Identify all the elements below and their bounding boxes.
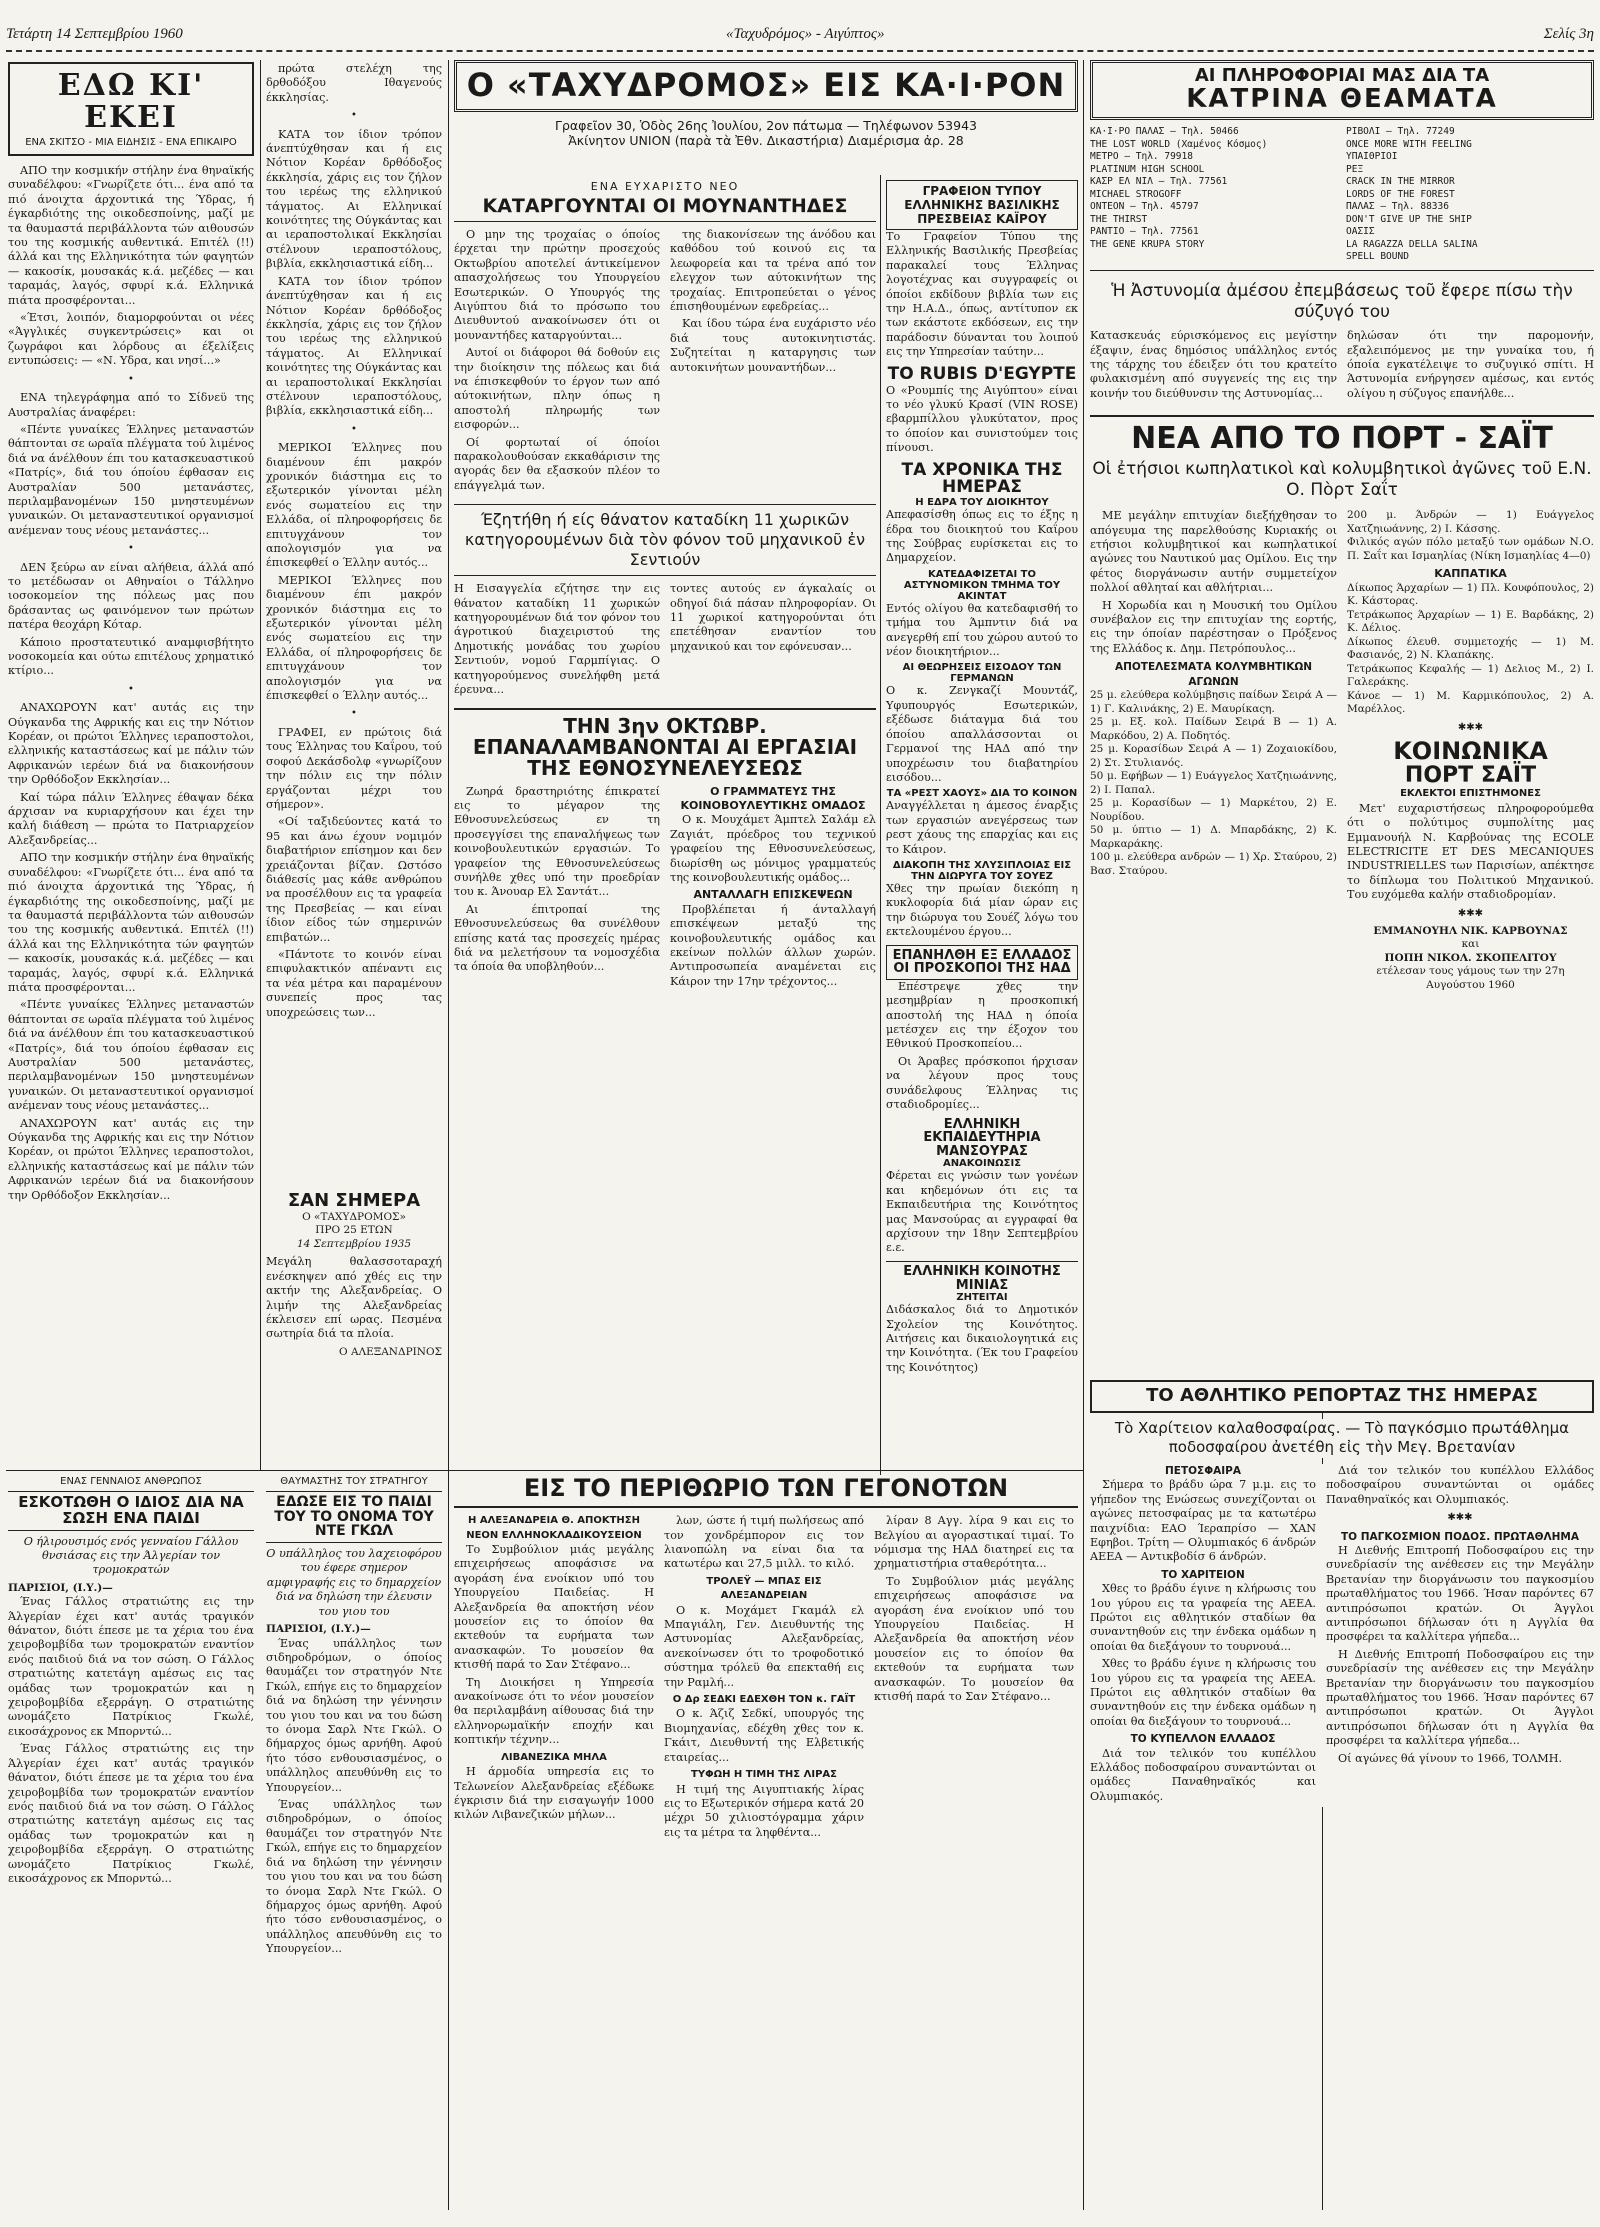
death-sentence-headline: Έζητήθη ή είς θάνατον καταδίκη 11 χωρικῶν κατηγορουμένων διὰ τὸν φόνον τοῦ μηχανικοῦ ἐν Σεντιούν bbox=[464, 510, 866, 570]
rubis-text: Ο «Ρουμπίς της Αιγύπτου» είναι το νέο γλυκύ Κρασί (VIN ROSE) εβαρμπίλλου γλυκύτατον, προς το όποίον και συνιστούμεν τοις πίνουσι. bbox=[886, 383, 1078, 455]
anniversary-date: 14 Σεπτεμβρίου 1935 bbox=[296, 1237, 412, 1250]
police-wife-headline: Ἡ Ἀστυνομία ἀμέσου ἐπεμβάσεως τοῦ ἔφερε πίσω τὴν σύζυγό του bbox=[1111, 280, 1573, 322]
paragraph: λίραν 8 Αγγ. λίρα 9 και εις το Βελγίου αι αγοραστικαί τιμαί. Το νόμισμα της ΗΑΔ διατηρεί εις τα χρηματιστήρια σταθερότητα... bbox=[874, 1514, 1074, 1571]
paragraph: «Πέντε γυναίκες Έλληνες μεταναστών θάπτονται σε ωραϊα πλέγματα τού λιμένος διά να άνέλθουν έπι του κατασκευαστικού «Πατρίς», διά του όποίου έφθασαν εις Αυστραλίαν 500 μετανάστες, περιλαμβανομένων 150 μνηστευμένων γυναικών. Οι μεταναστευτικοί οργανισμοί ανέμεναν τους νέους μετανάστες... bbox=[8, 998, 254, 1113]
paragraph: Ένας Γάλλος στρατιώτης εις την Άλγερίαν έχει κατ' αυτάς τραγικόν θάνατον, διότι έπεσε με τα χέρια του ένα χειροβομβίδα των τρομοκρατών εναντίον ενός παιδιού διά να τον σώση. Ο Γάλλος στρατιώτης κατετάγη αμέσως εις τας ομάδας των τρομοκρατών και η χειροβομβίδα εξερράγη. Ο στρατιώτης ωνομάζετο Πατρίκιος Γκωλέ, εικοσάχρονος εκ Μπορντώ... bbox=[8, 1742, 254, 1885]
paragraph: ΜΕΡΙΚΟΙ Έλληνες που διαμένουν έπι μακρόν χρονικόν διάστημα εις το εξωτερικόν γίνονται μέλη ενός σωματείου εις την Ελλάδα, οί πληροφορήσεις δε επιτυγχάνουν τον απολογισμόν για να έπισκεφθεί ο Έλλην αυτός... bbox=[266, 573, 442, 703]
edo-subtitle: ΕΝΑ ΣΚΙΤΣΟ - ΜΙΑ ΕΙΔΗΣΙΣ - ΕΝΑ ΕΠΙΚΑΙΡΟ bbox=[25, 137, 237, 148]
suez-text: Χθες την πρωίαν διεκόπη η κυκλοφορία διά μίαν ώραν εις την διώρυγα του Σουέζ λόγω του εκτελουμένου έργου... bbox=[886, 881, 1078, 939]
mid-two-cols-2 bbox=[454, 582, 876, 697]
paragraph: Ζωηρά δραστηριότης έπικρατεί εις το μέγαρον της Εθνοσυνελεύσεως εν τη προσεγγίσει της επαναλήψεως των κοινοβουλευτικών εργασιών. Το γραφείον της Εθνοσυνελεύσεως συνήλθε χθες υπό την προεδρίαν του κ. Άνουαρ Ελ Σαντάτ... bbox=[454, 784, 660, 899]
mid-col-f bbox=[670, 785, 876, 993]
separator-stars: ✱✱✱ bbox=[1447, 1512, 1473, 1524]
paragraph: ΚΑΤΑ τον ίδιον τρόπον άνεπτύχθησαν και ή εις Νότιον Κορέαν δρθόδοξος έκκλησία, χάρις εις τον ζήλον του ιερέως της ελληνικού τάγματος. Αι Ελληνικαί κοινότητες της Ούγκάντας και αι ιεραποστολικαί Εκκλησίαι στέλνουν ιεραποστόλους, βιβλία, εκκλησιαστικά είδη... bbox=[266, 274, 442, 418]
mid-col-c: Η Εισαγγελία εζήτησε την εις θάνατον καταδίκη 11 χωρικών κατηγορουμένων διά τον φόνον του άγροτικού διαχειριστού της Δημοτικής μονάδας του χωρίου Σεντιούν, νομού Γαρμπίγιας. Ο κατηγορούμενος συνελήφθη μετά έρευνα... bbox=[454, 582, 660, 697]
visas-subhead: ΑΙ ΘΕΩΡΗΣΕΙΣ ΕΙΣΟΔΟΥ ΤΩΝ ΓΕΡΜΑΝΩΝ bbox=[902, 662, 1062, 685]
anniversary-years: ΠΡΟ 25 ΕΤΩΝ bbox=[315, 1224, 393, 1237]
column-rule bbox=[260, 60, 261, 1470]
separator-stars: ✱✱✱ bbox=[1457, 721, 1484, 733]
margins-columns bbox=[454, 1514, 1078, 1843]
sports-headline: ΤΟ ΑΘΛΗΤΙΚΟ ΡΕΠΟΡΤΑΖ ΤΗΣ ΗΜΕΡΑΣ bbox=[1090, 1380, 1594, 1413]
paragraph: Η τιμή της Αιγυπτιακής λίρας εις το Εξωτερικόν σήμερα κατά 20 μέχρι 50 χιλιοστόγραμμα χάριν εις τα μέτρα τα ληφθέντα... bbox=[664, 1782, 864, 1839]
cinema-head-line1: ΑΙ ΠΛΗΡΟΦΟΡΙΑΙ ΜΑΣ ΔΙΑ ΤΑ bbox=[1194, 65, 1490, 86]
anniversary-title: ΣΑΝ ΣΗΜΕΡΑ bbox=[287, 1190, 421, 1211]
folio-bar bbox=[6, 22, 1594, 52]
rowing-list: Δίκωπος Άρχαρίων — 1) Πλ. Κουφόπουλος, 2) Κ. Κάστορας. Τετράκωπος Άρχαρίων — 1) Ε. Βαρδάκης, 2) Κ. Δέλιος. Δίκωπος έλευθ. συμμετοχής — 1) Μ. Φασιανός, 2) Ν. Κλαπάκης. Τετράκωπος Κεφαλής — 1) Δελιος Μ., 2) Ι. Γαλεράκης. Κάνοε — 1) Μ. Καρμικόπουλος, 2) Α. Μαρέλλος. bbox=[1347, 581, 1594, 716]
paragraph: «Πέντε γυναίκες Έλληνες μεταναστών θάπτονται σε ωραϊα πλέγματα τού λιμένος διά να άνέλθουν έπι του κατασκευαστικού «Πατρίς», διά του όποίου έφθασαν εις Αυστραλίαν 500 μετανάστες, περιλαμβανομένων 150 μνηστευμένων γυναικών. Οι μεταναστευτικοί οργανισμοί ανέμεναν τους νέους μετανάστες... bbox=[8, 422, 254, 537]
press-office-headline: ΓΡΑΦΕΙΟΝ ΤΥΠΟΥ ΕΛΛΗΝΙΚΗΣ ΒΑΣΙΛΙΚΗΣ ΠΡΕΣΒΕΙΑΣ ΚΑΪΡΟΥ bbox=[886, 180, 1078, 230]
police-wife-col-b: δηλώσαν ότι την παρομονήν, εξαλειπόμενος με την γυναίκα του, ή όποία εγκατέλειψε το συζυγικό σπίτι. Η Άστυνομία ενήργησεν αμέσως, και εντός ολίγου η σύζυγος επανήλθε... bbox=[1347, 329, 1594, 400]
separator-dot: • bbox=[128, 373, 134, 385]
paragraph: Χθες το βράδυ έγινε η κλήρωσις του 1ου γύρου εις τα γραφεία της ΑΕΕΑ. Πρώτοι εις αθλητικόν σταδίων θα συναντηθούν εις την ένδεκα ομάδων η οποίαι θα διεξάγουν το τουρνουά... bbox=[1090, 1582, 1316, 1653]
cinema-head-line2: ΚΑΤΡΙΝΑ ΘΕΑΜΑΤΑ bbox=[1186, 83, 1498, 114]
minia-headline: ΕΛΛΗΝΙΚΗ ΚΟΙΝΟΤΗΣ ΜΙΝΙΑΣ bbox=[886, 1261, 1078, 1292]
charitio-subhead: ΤΟ ΧΑΡΙΤΕΙΟΝ bbox=[1161, 1568, 1245, 1581]
press-office-text: Το Γραφείον Τύπου της Ελληνικής Βασιλικής Πρεσβείας παρακαλεί τους Έλληνας λογοτέχνας και συγγραφείς οι όποίοι εκδίδουν βιβλία των εις την Η.Α.Δ., όπως, αντίτυπον εκ των εκάστοτε εκδόσεων, εις την παράδοσιν δύνανται του λοιπού εις την Υπηρεσίαν ταύτην... bbox=[886, 230, 1078, 359]
police-station-subhead: ΚΑΤΕΔΑΦΙΖΕΤΑΙ ΤΟ ΑΣΤΥΝΟΜΙΚΟΝ ΤΜΗΜΑ ΤΟΥ ΑΚΙΝΤΑΤ bbox=[903, 568, 1061, 602]
paragraph: Η Διεθνής Επιτροπή Ποδοσφαίρου εις την συνεδρίασίν της ανέθεσεν εις την Μεγάλην Βρετανίαν την διοργάνωσιν του παγκοσμίου πρωταθλήματος του 1966. Ήσαν παρόντες 67 αντιπρόσωποι κρατών. Οι Άγγλοι αντιπρόσωποι δήλωσαν ότι η Αγγλία θα προσφέρει τα καλλίτερα γήπεδα... bbox=[1326, 1647, 1594, 1748]
paragraph: Διά τον τελικόν του κυπέλλου Ελλάδος ποδοσφαίρου συναντώνται οι ομάδες Παναθηναϊκός και Ολυμπιακός. bbox=[1326, 1463, 1594, 1506]
anniversary-signature: Ο ΑΛΕΞΑΝΔΡΙΝΟΣ bbox=[339, 1345, 442, 1358]
mid-kicker: ΕΝΑ ΕΥΧΑΡΙΣΤΟ ΝΕΟ bbox=[590, 180, 740, 193]
anniversary-box bbox=[266, 1192, 442, 1359]
cinema-header bbox=[1090, 60, 1594, 120]
separator-dot: • bbox=[351, 110, 357, 122]
rubis-headline: TO RUBIS D'EGYPTE bbox=[887, 363, 1077, 384]
pound-subhead: ΤΥΦΩΗ Η ΤΙΜΗ ΤΗΣ ΛΙΡΑΣ bbox=[691, 1769, 837, 1781]
chronicles-subhead: Η ΕΔΡΑ ΤΟΥ ΔΙΟΙΚΗΤΟΥ bbox=[915, 497, 1049, 509]
sports-columns bbox=[1090, 1464, 1594, 1807]
margins-col-a bbox=[454, 1514, 654, 1843]
paragraph: Ένας Γάλλος στρατιώτης εις την Άλγερίαν έχει κατ' αυτάς τραγικόν θάνατον, διότι έπεσε με τα χέρια του ένα χειροβομβίδα των τρομοκρατών εναντίον ενός παιδιού διά να τον σώση. Ο Γάλλος στρατιώτης κατετάγη αμέσως εις τας ομάδας των τρομοκρατών και η χειροβομβίδα εξερράγη. Ο στρατιώτης ωνομάζετο Πατρίκιος Γκωλέ, εικοσάχρονος εκ Μπορντώ... bbox=[8, 1595, 254, 1738]
cinema-listings bbox=[1090, 126, 1594, 264]
world-cup-subhead: ΤΟ ΠΑΓΚΟΣΜΙΟΝ ΠΟΔΟΣ. ΠΡΩΤΑΘΛΗΜΑ bbox=[1340, 1530, 1579, 1543]
exchange-visits-subhead: ΑΝΤΑΛΛΑΓΗ ΕΠΙΣΚΕΨΕΩΝ bbox=[693, 888, 853, 902]
results-list-continued: 200 μ. Άνδρών — 1) Ευάγγελος Χατζηιωάννης, 2) Ι. Κάσσης. Φιλικός αγών πόλο μεταξύ των ομάδων Ν.Ο. Π. Σαΐτ και Ισμαηλίας (Νίκη Ισμαηλίας 4—0) bbox=[1347, 509, 1594, 562]
masthead-building: Ἀκίνητον UNION (παρὰ τὰ Ἐθν. Δικαστήρια) Διαμέρισμα ἀρ. 28 bbox=[568, 132, 964, 148]
paragraph: ΑΠΟ την κοσμικήν στήλην ένα θηναϊκής συναδέλφου: «Γνωρίζετε ότι... ένα από τα πιό άνοιχτα άρχοντικά της Ύδρας, ή έγκαρδιότης της οικοδεσποίνης, μαζί με τα θαυμαστά περιβάλλοντα τών αιθουσών του της κοσμικής αυθεντικά. Επιτέλ (!!) άλλά και της Ελληνικότητα τών φαγητών — κακοσίκ, μουσακάς κ.ά. μεζέδες — και ταραμάς, λαγός, σφυρί κ.ά. Ελληνικά πιάτα προσφέρονται... bbox=[8, 851, 254, 994]
margins-col-c bbox=[874, 1514, 1074, 1843]
bottom-de-gaulle bbox=[266, 1476, 442, 2216]
port-said-columns bbox=[1090, 509, 1594, 992]
degaulle-headline: ΕΔΩΣΕ ΕΙΣ ΤΟ ΠΑΙΔΙ ΤΟΥ ΤΟ ΟΝΟΜΑ ΤΟΥ ΝΤΕ ΓΚΩΛ bbox=[266, 1491, 442, 1543]
paragraph: Οί αγώνες θά γίνουν το 1966, ΤΟΛΜΗ. bbox=[1338, 1751, 1563, 1765]
sports-col-b bbox=[1326, 1464, 1594, 1807]
scientists-subhead: ΕΚΛΕΚΤΟΙ ΕΠΙΣΤΗΜΟΝΕΣ bbox=[1400, 788, 1541, 800]
degaulle-text bbox=[266, 1637, 442, 1957]
paragraph: Η Διεθνής Επιτροπή Ποδοσφαίρου εις την συνεδρίασίν της ανέθεσεν εις την Μεγάλην Βρετανίαν την διοργάνωσιν του παγκοσμίου πρωταθλήματος του 1966. Ήσαν παρόντες 67 αντιπρόσωποι κρατών. Οι Άγγλοι αντιπρόσωποι δήλωσαν ότι η Αγγλία θα προσφέρει τα καλλίτερα γήπεδα... bbox=[1326, 1543, 1594, 1644]
mansoura-text: Φέρεται εις γνώσιν των γονέων και κηδεμόνων ότι εις τα Εκπαιδευτήρια της Κοινότητος μας Μανσούρας αι εγγραφαί θα αρχίσουν την 18ην Σεπτεμβρίου ε.ε. bbox=[886, 1169, 1078, 1255]
column-rule bbox=[880, 175, 881, 1475]
mid-headline-mounantides: ΚΑΤΑΡΓΟΥΝΤΑΙ ΟΙ ΜΟΥΝΑΝΤΗΔΕΣ bbox=[454, 197, 876, 222]
sports-subheadline: Τὸ Χαρίτειον καλαθοσφαίρας. — Τὸ παγκόσμιο πρωτάθλημα ποδοσφαίρου ἀνετέθη εἰς τὴν Μεγ. Βρετανίαν bbox=[1090, 1419, 1594, 1458]
paragraph: Σήμερα το βράδυ ώρα 7 μ.μ. εις το γήπεδον της Ενώσεως συνεχίζονται οι αγώνες πετοσφαίρας με τα κατωτέρω παιχνίδια: ΕΑΟ Ίεραπρίσο — ΧΑΝ Εφηβοι. Τρίτη — Ολυμπιακός 6 άνδρών ΑΕΕΑ — Αντικβοδίσ 6 άνδρών. bbox=[1090, 1478, 1316, 1564]
anniversary-text: Μεγάλη θαλασσοταραχή ενέσκηψεν από χθές εις την ακτήν της Αλεξανδρείας. Ο λιμήν της Αλεξανδρείας έκλεισεν επί ωρας. Πεσμένα σωτηρία διά τα πλοία. bbox=[266, 1255, 442, 1341]
masthead-address: Γραφεῖον 30, Ὁδὸς 26ης Ἰουλίου, 2ον πάτωμα — Τηλέφωνον 53943 bbox=[555, 117, 977, 133]
paragraph: Το Συμβούλιον μιάς μεγάλης επιχειρήσεως αποφάσισε να αγοράση ένα ενοίκιον υπό του Υπουργείου Παιδείας. Η Αλεξανδρεία θα αποκτήση νέον μουσείον εις το όποίον θα εκτεθούν τα ευρήματα των ανασκαφών. Το μουσείον θα κτισθή παρά το Σαν Στέφανο... bbox=[454, 1543, 654, 1672]
minia-text: Διδάσκαλος διά το Δημοτικόν Σχολείον της Κοινότητος. Αιτήσεις και δικαιολογητικά εις την Κοινότητα. (Έκ του Γραφείου της Κοινότητος) bbox=[886, 1303, 1078, 1374]
margins-col-b bbox=[664, 1514, 864, 1843]
police-wife-columns bbox=[1090, 329, 1594, 401]
port-said-col-a bbox=[1090, 509, 1337, 992]
anniversary-paper: Ο «ΤΑΧΥΔΡΟΜΟΣ» bbox=[302, 1210, 406, 1223]
row-rule bbox=[6, 1470, 1083, 1471]
port-said-col-b bbox=[1347, 509, 1594, 992]
trolley-subhead: ΤΡΟΛΕΫ — ΜΠΑΣ ΕΙΣ ΑΛΕΞΑΝΔΡΕΙΑΝ bbox=[706, 1575, 822, 1602]
column-rule bbox=[448, 60, 449, 2210]
port-said-subheadline: Οἱ ἐτήσιοι κωπηλατικοὶ καὶ κολυμβητικοὶ ἀγῶνες τοῦ Ε.Ν. Ο. Πὸρτ Σαΐτ bbox=[1092, 458, 1592, 500]
mansoura-headline: ΕΛΛΗΝΙΚΗ ΕΚΠΑΙΔΕΥΤΗΡΙΑ ΜΑΝΣΟΥΡΑΣ bbox=[923, 1116, 1041, 1159]
cinema-list-right: ΡΙΒΟΛΙ — Τηλ. 77249 ONCE MORE WITH FEELING ΥΠΑΙΘΡΙΟΙ ΡΕΞ CRACK IN THE MIRROR LORDS OF THE FOREST ΠΑΛΑΣ — Τηλ. 88336 DON'T GIVE UP THE SHIP ΟΑΣΙΣ LA RAGAZZA DELLA SALINA SPELL BOUND bbox=[1346, 126, 1478, 263]
row-rule bbox=[1090, 270, 1594, 271]
volleyball-subhead: ΠΕΤΟΣΦΑΙΡΑ bbox=[1164, 1464, 1241, 1477]
column-edo-ki-ekei bbox=[8, 62, 254, 1462]
rest-house-subhead: ΤΑ «ΡΕΣΤ ΧΑΟΥΣ» ΔΙΑ ΤΟ ΚΟΙΝΟΝ bbox=[886, 788, 1078, 800]
paragraph: Ένας υπάλληλος των σιδηροδρόμων, ο όποίος θαυμάζει τον στρατηγόν Ντε Γκώλ, επήγε εις το δημαρχείον διά να δηλώση την γέννησιν του γιου του και να του δώση το όνομα Σαρλ Ντε Γκώλ. Ο δήμαρχος όμως αρνήθη. Αφού ήτο τόσο ενθουσιασμένος, ο υπάλληλος απευθύνθη εις το Υπουργείον... bbox=[266, 1636, 442, 1794]
paragraph: ΓΡΑΦΕΙ, εν πρώτοις διά τους Έλληνας του Καΐρου, τού σοφού Δεκάσδολφ «γνωρίζουν την πόλιν εις την πόλιν εργάζονται μέχρι του σήμερον». bbox=[266, 725, 442, 811]
death-sentence-headline-box bbox=[454, 504, 876, 576]
paragraph: «Έτσι, λοιπόν, διαμορφούνται οι νέες «Άγγλικές συγκεντρώσεις» και οι ζωγράφοι και λόρδους αι έξελίξεις εντυπώσεις: — «Ν. Υδρα, και νησί...» bbox=[8, 311, 254, 368]
police-station-text: Εντός ολίγου θα κατεδαφισθή το τμήμα του Άμπντιν διά να ανεγερθή επί του χώρου αυτού το νέον διοικητήριον... bbox=[886, 601, 1078, 659]
port-said-headline: ΝΕΑ ΑΠΟ ΤΟ ΠΟΡΤ - ΣΑΪΤ bbox=[1090, 415, 1594, 455]
separator-dot: • bbox=[351, 423, 357, 435]
scouts-headline: ΕΠΑΝΗΛΘΗ ΕΞ ΕΛΛΑΔΟΣ ΟΙ ΠΡΟΣΚΟΠΟΙ ΤΗΣ ΗΑΔ bbox=[886, 945, 1078, 980]
mid-col-a bbox=[454, 228, 660, 496]
col2-body bbox=[266, 62, 442, 1020]
results-subhead: ΑΠΟΤΕΛΕΣΜΑΤΑ ΚΟΛΥΜΒΗΤΙΚΩΝ ΑΓΩΝΩΝ bbox=[1114, 661, 1313, 688]
paragraph: της διακονίσεων της άνόδου και καθόδου τού κοινού εις τα λεωφορεία και τα τρένα από τον ελεγχον των αύτοκινήτων της τροχαίας. Επιτροπεύεται ο γένος έπισηθουμένων εφεδρείας... bbox=[670, 227, 876, 313]
paragraph: Ένας υπάλληλος των σιδηροδρόμων, ο όποίος θαυμάζει τον στρατηγόν Ντε Γκώλ, επήγε εις το δημαρχείον διά να δηλώση την γέννησιν του γιου του και να του δώση το όνομα Σαρλ Ντε Γκώλ. Ο δήμαρχος όμως αρνήθη. Αφού ήτο τόσο ενθουσιασμένος, ο υπάλληλος απευθύνθη εις το Υπουργείον... bbox=[266, 1798, 442, 1956]
column-four bbox=[886, 180, 1078, 1465]
separator-stars: ✱✱✱ bbox=[1457, 907, 1484, 919]
wedding-bride: ΠΟΠΗ ΝΙΚΟΛ. ΣΚΟΠΕΛΙΤΟΥ bbox=[1384, 951, 1557, 964]
mansoura-subhead: ΑΝΑΚΟΙΝΩΣΙΣ bbox=[942, 1158, 1022, 1170]
sports-col-a bbox=[1090, 1464, 1316, 1807]
paragraph: ΔΕΝ ξεύρω αν είναι αλήθεια, άλλά από το μετέδωσαν οι Αθηναίοι ο Τάλληνο ιοσοκομείον της πόλεως μας που δράσαντας ως φαινόμενον των πρώτων πατέρα θεοχάρη Κόταρ. bbox=[8, 560, 254, 632]
paragraph: Ο μην της τροχαίας ο όποίος έρχεται την πρώτην προσεχούς Οκτωβρίου αποτελεί άντικείμενον απασχολήσεως του Υπουργείου Εσωτερικών. Ο Υπουργός της Αιγύπτου διά το πρόσωπο του Διευθυντού ανακοίνωσεν ότι οι μουναντήδες καταργούνται... bbox=[454, 227, 660, 342]
paragraph: Χθες το βράδυ έγινε η κλήρωσις του 1ου γύρου εις τα γραφεία της ΑΕΕΑ. Πρώτοι εις αθλητικόν σταδίων θα συναντηθούν εις την ένδεκα ομάδων η οποίαι θα διεξάγουν το τουρνουά... bbox=[1090, 1657, 1316, 1728]
paragraph: «Οί ταξιδεύοντες κατά το 95 και άνω έχουν νομιμόν διαβατήριον επίσημον και δεν χρειάζονται βίζαν. Ωστόσο διάθεσίς μας κάθε ανθρώπου να προσέλθουν εις τα γραφεία της Πρεσβείας — και είναι ίδιον είδος τών σημερινών επιβατών... bbox=[266, 815, 442, 944]
mid-col-d: τοντες αυτούς εν άγκαλαίς οι οδηγοί διά πάσαν πληροφορίαν. Οι 11 χωρικοί κατηγορούνται ότι επετέθησαν εναντίον του μηχανικού και τον εφόνευσαν... bbox=[670, 582, 876, 653]
paragraph: ΕΝΑ τηλεγράφημα από το Σίδνεϋ της Αυστραλίας άναφέρει: bbox=[8, 391, 254, 419]
paragraph: Ο κ. Μουχάμετ Άμπτελ Σαλάμ ελ Ζαγιάτ, πρόεδρος του τεχνικού γραφείου της Εθνοσυνελεύσεως, διωρίσθη ως μόνιμος γραμματεύς της κοινοβουλευτικής ομάδος... bbox=[670, 813, 876, 884]
brave-dateline: ΠΑΡΙΣΙΟΙ, (Ι.Υ.)— bbox=[8, 1581, 113, 1594]
mid-col-b bbox=[670, 228, 876, 496]
cinema-list-left: ΚΑ·Ι·ΡΟ ΠΑΛΑΣ — Τηλ. 50466 THE LOST WORLD (Χαμένος Κόσμος) ΜΕΤΡΟ — Τηλ. 79918 PLATINUM HIGH SCHOOL ΚΑΣΡ ΕΛ ΝΙΛ — Τηλ. 77561 MICHAEL STROGOFF ΟΝΤΕΟΝ — Τηλ. 45797 THE THIRST ΡΑΝΤΙΟ — Τηλ. 77561 THE GENE KRUPA STORY bbox=[1090, 126, 1268, 250]
column-two bbox=[266, 62, 442, 1462]
mid-two-cols bbox=[454, 228, 876, 496]
bottom-margins-of-events bbox=[454, 1476, 1078, 2216]
degaulle-dateline: ΠΑΡΙΣΙΟΙ, (Ι.Υ.)— bbox=[266, 1623, 371, 1636]
paragraph: πρώτα στελέχη της δρθοδόξου Ιθαγενούς έκκλησίας. bbox=[266, 62, 442, 104]
degaulle-intro: Ο υπάλληλος του λαχειοφόρου του έφερε σημερον αμφιγραφής εις το δημαρχείον διά να δηλώση την έλευσιν του γιου του bbox=[266, 1547, 442, 1618]
paragraph: Το Συμβούλιον μιάς μεγάλης επιχειρήσεως αποφάσισε να αγοράση ένα ενοίκιον υπό του Υπουργείου Παιδείας. Η Αλεξανδρεία θα αποκτήση νέον μουσείον εις το όποίον θα εκτεθούν τα ευρήματα των ανασκαφών. Το μουσείον θα κτισθή παρά το Σαν Στέφανο... bbox=[874, 1574, 1074, 1704]
paragraph: ΑΠΟ την κοσμικήν στήλην ένα θηναϊκής συναδέλφου: «Γνωρίζετε ότι... ένα από τα πιό άνοιχτα άρχοντικά της Ύδρας, ή έγκαρδιότης της οικοδεσποίνης, μαζί με τα θαυμαστά περιβάλλοντα τών αιθουσών του της κοσμικής αυθεντικά. Επιτέλ (!!) άλλά και της Ελληνικότητα τών φαγητών — κακοσίκ, μουσακάς κ.ά. μεζέδες — και ταραμάς, λαγός, σφυρί κ.ά. Ελληνικά πιάτα προσφέρονται... bbox=[8, 164, 254, 307]
paragraph: ΑΝΑΧΩΡΟΥΝ κατ' αυτάς εις την Ούγκανδα της Αφρικής και εις την Νότιον Κορέαν, οι πρώτοι Έλληνες ιεραποστολοι, ελληνικής καταστάσεως καί με πάλιν τών Αφρικανών ιερέων διά να διακονήσουν την Ορθόδοξον Εκκλησίαν... bbox=[8, 1116, 254, 1202]
suez-subhead: ΔΙΑΚΟΠΗ ΤΗΣ ΧΛΥΣΙΠΛΟΙΑΣ ΕΙΣ ΤΗΝ ΔΙΩΡΥΓΑ ΤΟΥ ΣΟΥΕΖ bbox=[892, 859, 1072, 882]
column-rule bbox=[1083, 60, 1084, 2210]
assembly-headline: ΤΗΝ 3ην ΟΚΤΩΒΡ. ΕΠΑΝΑΛΑΜΒΑΝΟΝΤΑΙ ΑΙ ΕΡΓΑΣΙΑΙ ΤΗΣ ΕΘΝΟΣΥΝΕΛΕΥΣΕΩΣ bbox=[454, 708, 876, 779]
apples-subhead: ΛΙΒΑΝΕΖΙΚΑ ΜΗΛΑ bbox=[501, 1751, 607, 1763]
paragraph: ΜΕ μεγάλην επιτυχίαν διεξήχθησαν το απόγευμα της παρελθούσης Κυριακής οι ετήσιοι κολυμβητικοί και κωπηλατικοί αγώνες του Ναυτικού μας Ομίλου. Εις την φέτος διοργάνωσιν αυτήν συμμετείχον πολλοί αθληταί και αθλήτριαι... bbox=[1090, 509, 1337, 595]
mid-two-cols-3 bbox=[454, 785, 876, 993]
greek-cup-subhead: ΤΟ ΚΥΠΕΛΛΟΝ ΕΛΛΑΔΟΣ bbox=[1130, 1733, 1276, 1746]
margins-headline: ΕΙΣ ΤΟ ΠΕΡΙΘΩΡΙΟ ΤΩΝ ΓΕΓΟΝΟΤΩΝ bbox=[454, 1476, 1078, 1508]
paragraph: Μετ' ευχαριστήσεως πληροφορούμεθα ότι ο πολύτιμος συμπολίτης μας Εμμανουήλ Ν. Καρβούνας της ECOLE ELECTRICITE ET DES MECANIQUES INDUSTRIELLES των Παρισίων, απέκτησε το δίπλωμα του Πολιτικού Μηχανικού. Του ευχόμεθα καλήν σταδιοδρομίαν. bbox=[1347, 801, 1594, 902]
paragraph: Οί φορτωταί οί όποίοι παρακολουθούσαν εκκαθάρισιν της αγοράς δεν θα εξασκούν πλέον το επάγγελμά των. bbox=[454, 435, 660, 492]
separator-dot: • bbox=[128, 683, 134, 695]
paragraph: Οι Άραβες πρόσκοποι ήρχισαν να λέγουν προς τους συνάδελφους Έλληνας τις σταδιοδρομίες... bbox=[886, 1054, 1078, 1112]
paragraph: Και ίδου τώρα ένα ευχάριστο νέο διά τους αυτοκινητιστάς. Συζητείται η καταργησις των αυτοκινήτων μουναντήδων... bbox=[670, 317, 876, 374]
edo-header-box bbox=[8, 62, 254, 156]
chronicles-text: Απεφασίσθη όπως εις το έξης η έδρα του διοικητού του Καΐρου της Σούβρας ευρίσκεται εις το Δημαρχείον. bbox=[886, 508, 1078, 565]
paragraph: Αυτοί οι διάφοροι θά δοθούν εις την διοίκησιν της πόλεως και διά να έπισκεφθούν το έργον των από αύτοκινήτων, πλην όπως η αποστολή πληρωμής των εισφορών... bbox=[454, 346, 660, 432]
paragraph: Η Χορωδία και η Μουσική του Ομίλου συνέβαλον εις την επιτυχίαν της εορτής, εις την όποίαν παρέστησαν ο Πρόξενος της Ελλάδος κ. Δημ. Πετρόπουλος... bbox=[1090, 598, 1337, 655]
paragraph: ΑΝΑΧΩΡΟΥΝ κατ' αυτάς εις την Ούγκανδα της Αφρικής και εις την Νότιον Κορέαν, οι πρώτοι Έλληνες ιεραποστολοι, ελληνικής καταστάσεως καί με πάλιν τών Αφρικανών ιερέων διά να διακονήσουν την Ορθόδοξον Εκκλησίαν... bbox=[8, 701, 254, 787]
social-headline-1: ΚΟΙΝΩΝΙΚΑ bbox=[1393, 737, 1548, 766]
wedding-and: και bbox=[1461, 938, 1480, 951]
paragraph: ΜΕΡΙΚΟΙ Έλληνες που διαμένουν έπι μακρόν χρονικόν διάστημα εις το εξωτερικόν γίνονται μέλη ενός σωματείου εις την Ελλάδα, οί πληροφορήσεις δε επιτυγχάνουν τον απολογισμόν για να έπισκεφθεί ο Έλλην αυτός... bbox=[266, 441, 442, 570]
chronicles-headline: ΤΑ ΧΡΟΝΙΚΑ ΤΗΣ ΗΜΕΡΑΣ bbox=[901, 459, 1063, 498]
paragraph: Καί τώρα πάλιν Έλληνες έθαψαν δέκα άρχισαν να κυριαρχήσουν και έχει την καλή διάθεση — πρώτα το Πατριαρχείον Αλεξανδρείας... bbox=[8, 790, 254, 847]
wedding-groom: ΕΜΜΑΝΟΥΗΛ ΝΙΚ. ΚΑΡΒΟΥΝΑΣ bbox=[1373, 924, 1568, 937]
brave-text bbox=[8, 1595, 254, 1886]
social-headline-2: ΠΟΡΤ ΣΑΪΤ bbox=[1404, 763, 1537, 789]
mid-col-e bbox=[454, 785, 660, 993]
separator-dot: • bbox=[351, 708, 357, 720]
masthead-box bbox=[454, 60, 1078, 112]
sedki-subhead: Ο Δρ ΣΕΔΚΙ ΕΔΕΧΘΗ ΤΟΝ κ. ΓΑΪΤ bbox=[672, 1694, 856, 1706]
separator-dot: • bbox=[128, 543, 134, 555]
paragraph: Επέστρεψε χθες την μεσημβρίαν η προσκοπική αποστολή της ΗΑΔ η όποία μετέσχεν εις την έξοχον του Εθνικού Προσκοπείου... bbox=[886, 979, 1078, 1051]
paragraph: Η άρμοδία υπηρεσία εις το Τελωνείον Αλεξανδρείας εξέδωκε έγκρισιν διά την εισαγωγήν 1000 κιλών Λιβανεζικών μήλων... bbox=[454, 1765, 654, 1822]
paragraph: Κάποιο προστατευτικό αναμφισβήτητο νοσοκομεία και ούτω επιτέλους χρηματικό κτίριο... bbox=[8, 635, 254, 678]
brave-headline: ΕΣΚΟΤΩΘΗ Ο ΙΔΙΟΣ ΔΙΑ ΝΑ ΣΩΣΗ ΕΝΑ ΠΑΙΔΙ bbox=[8, 1491, 254, 1531]
paragraph: Τη Διοικήσει η Υπηρεσία ανακοίνωσε ότι το νέον μουσείον θα περιλαμβάνη αίθουσας διά την ελληνορωμαϊκήν εποχήν και κοπτικήν τέχνην... bbox=[454, 1675, 654, 1747]
rest-house-text: Αναγγέλλεται η άμεσος έναρξις των εργασιών ανεγέρσεως των ρεστ χάους της επαρχίας και εις το Κάιρον. bbox=[886, 799, 1078, 856]
edo-title: ΕΔΩ ΚΙ' ΕΚΕΙ bbox=[57, 68, 205, 135]
paragraph: Ο κ. Μοχάμετ Γκαμάλ ελ Μπαγιάλη, Γεν. Διευθυντής της Αστυνομίας Αλεξανδρείας, ανεκοίνωσεν ότι το τροφοδοτικό σύστημα τρόλεϋ θα επεκταθή εις την Ραμλή... bbox=[664, 1603, 864, 1689]
folio-page-number: Σελίς 3η bbox=[1543, 26, 1594, 42]
paragraph: Προβλέπεται ή άνταλλαγή επισκέψεων μεταξύ της κοινοβουλευτικής ομάδος και εκείνων πολλών άλλων χωρών. Αντιπροσωπεία αναμένεται εις Κάιρον την 17ην τρέχοντος... bbox=[670, 902, 876, 988]
mid-section bbox=[454, 180, 876, 1465]
brave-intro: Ο ήλιρουσιμός ενός γενναίου Γάλλου θνσιάσας εις την Άλγερίαν τον τρομοκρατών bbox=[23, 1534, 239, 1577]
paragraph: «Πάντοτε το κοινόν είναι επιφυλακτικόν απέναντι εις τα νέα μέτρα και παραμένουν συνεπείς προς τας υποχρεώσεις των... bbox=[266, 947, 442, 1019]
minia-subhead: ΖΗΤΕΙΤΑΙ bbox=[956, 1292, 1008, 1304]
wedding-date: ετέλεσαν τους γάμους των την 27η Αυγούστου 1960 bbox=[1376, 965, 1565, 991]
paragraph: Διά τον τελικόν του κυπέλλου Ελλάδος ποδοσφαίρου συναντώνται οι ομάδες Παναθηναϊκός και Ολυμπιακός. bbox=[1090, 1746, 1316, 1803]
paragraph: ΚΑΤΑ τον ίδιον τρόπον άνεπτύχθησαν και ή εις Νότιον Κορέαν δρθόδοξος έκκλησία, χάρις εις τον ζήλον του ιερέως της ελληνικού τάγματος. Αι Ελληνικαί κοινότητες της Ούγκάντας και αι ιεραποστολικαί Εκκλησίαι στέλνουν ιεραποστόλους, βιβλία, εκκλησιαστικά είδη... bbox=[266, 127, 442, 271]
scouts-text bbox=[886, 980, 1078, 1113]
brave-kicker: ΕΝΑΣ ΓΕΝΝΑΙΟΣ ΑΝΘΡΩΠΟΣ bbox=[60, 1476, 202, 1487]
degaulle-kicker: ΘΑΥΜΑΣΤΗΣ ΤΟΥ ΣΤΡΑΤΗΓΟΥ bbox=[280, 1476, 428, 1487]
visas-text: Ο κ. Ζενγκαζί Μουντάζ, Υφυπουργός Εσωτερικών, εξέδωσε διάταγμα διά του όποίου απαλλάσσονται οι Γερμανοί της ΗΑΔ από την υποχρέωσιν του διαβατηρίου εισόδου... bbox=[886, 684, 1078, 784]
masthead-title: Ο «ΤΑΧΥΔΡΟΜΟΣ» ΕΙΣ ΚΑ·Ι·ΡΟΝ bbox=[466, 66, 1066, 104]
paragraph: λων, ώστε ή τιμή πωλήσεως από τον χονδρέμπορον εις τον λιανοπώλη να είναι δια τα κατωτέρω και 27,5 μιλλ. το κιλό. bbox=[664, 1514, 864, 1571]
masthead bbox=[454, 60, 1078, 172]
parliament-secretary-subhead: Ο ΓΡΑΜΜΑΤΕΥΣ ΤΗΣ ΚΟΙΝΟΒΟΥΛΕΥΤΙΚΗΣ ΟΜΑΔΟΣ bbox=[680, 784, 866, 812]
sports-section bbox=[1090, 1380, 1594, 2215]
folio-paper-name: «Ταχυδρόμος» - Αιγύπτος» bbox=[726, 26, 885, 42]
paragraph: Αι έπιτροπαί της Εθνοσυνελεύσεως θα συνέλθουν επίσης κατά τας προσεχείς ημέρας διά να μελετήσουν τα νομοσχέδια τα όποία θα υποβληθούν... bbox=[454, 902, 660, 974]
results-list: 25 μ. ελεύθερα κολύμβησις παίδων Σειρά Α — 1) Γ. Καλινάκης, 2) Ε. Μαυρίκαςη. 25 μ. Εξ. κολ. Παίδων Σειρά Β — 1) Α. Μαρκόδου, 2) Α. Ποδητός. 25 μ. Κορασίδων Σειρά Α — 1) Ζοχαιοκίδου, 2) Στ. Στυλιανός. 50 μ. Εφήβων — 1) Ευάγγελος Χατζηιωάννης, 2) Ι. Παπαλ. 25 μ. Κορασίδων — 1) Μαρκέτου, 2) Ε. Νουρίδου. 50 μ. ύπτιο — 1) Δ. Μπαρδάκης, 2) Κ. Μαρκαράκης. 100 μ. ελεύθερα ανδρών — 1) Χρ. Σταύρου, 2) Βασ. Σταύρου. bbox=[1090, 689, 1337, 877]
folio-date: Τετάρτη 14 Σεπτεμβρίου 1960 bbox=[6, 26, 183, 42]
police-wife-col-a: Κατασκευάς εύρισκόμενος εις μεγίστην έξαψιν, ένας δημόσιος υπάλληλος εντός της τάρχης του έδειξεν ότι του κρατείτο φυλακισμένη από συγγενείς της εις την κοινήν του διεύθυνσιν της Αστυνομίας... bbox=[1090, 329, 1337, 400]
paragraph: Ο κ. Άζιζ Σεδκί, υπουργός της Βιομηχανίας, εδέχθη χθες τον κ. Γκάιτ, Διευθυντή της Ελβετικής εταιρείας... bbox=[664, 1707, 864, 1764]
bottom-brave-man bbox=[8, 1476, 254, 2216]
rowing-subhead: ΚΑΠΠΑΤΙΚΑ bbox=[1434, 567, 1507, 581]
edo-body bbox=[8, 164, 254, 1203]
museum-subhead: Η ΑΛΕΞΑΝΔΡΕΙΑ Θ. ΑΠΟΚΤΗΣΗ ΝΕΟΝ ΕΛΛΗΝΟΚΛΑΔΙΚΟΥΣΕΙΟΝ bbox=[466, 1515, 642, 1541]
